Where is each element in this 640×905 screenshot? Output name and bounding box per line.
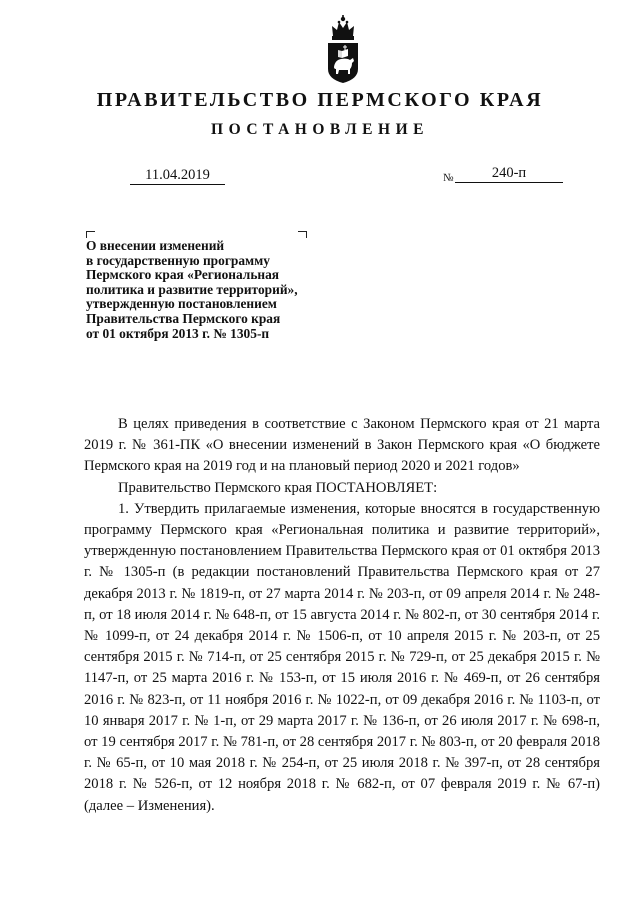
subject-right-corner-mark: [298, 231, 307, 238]
clause-1-paragraph: 1. Утвердить прилагаемые изменения, которые вносятся в государственную программу Пермского края «Региональная политика и развитие территорий», утвержденную постановлением Правительства Пермского края от 01 октября 2013 г. № 1305-п (в редакции постановлений Правительства Пермского края от 27 декабря 2013 г. № 1819-п, от 27 марта 2014 г. № 203-п, от 09 апреля 2014 г. № 248-п, от 18 июля 2014 г. № 648-п, от 15 августа 2014 г. № 802-п, от 30 сентября 2014 г. № 1099-п, от 24 декабря 2014 г. № 1506-п, от 10 апреля 2015 г. № 203-п, от 25 сентября 2015 г. № 714-п, от 25 сентября 2015 г. № 729-п, от 25 декабря 2015 г. № 1147-п, от 25 марта 2016 г. № 153-п, от 15 июля 2016 г. № 469-п, от 26 сентября 2016 г. № 823-п, от 11 ноября 2016 г. № 1022-п, от 09 декабря 2016 г. № 1103-п, от 10 января 2017 г. № 1-п, от 29 марта 2017 г. № 136-п, от 26 июля 2017 г. № 698-п, от 19 сентября 2017 г. № 781-п, от 28 сентября 2017 г. № 803-п, от 20 февраля 2018 г. № 65-п, от 10 мая 2018 г. № 254-п, от 25 июля 2018 г. № 397-п, от 28 сентября 2018 г. № 526-п, от 12 ноября 2018 г. № 682-п, от 07 февраля 2019 г. № 67-п) (далее – Изменения).: [84, 500, 600, 814]
document-subject: [86, 239, 346, 341]
number-sign: №: [443, 172, 454, 184]
subject-line: утвержденную постановлением: [86, 296, 277, 312]
document-date: 11.04.2019: [130, 167, 225, 185]
subject-left-corner-mark: [86, 231, 95, 238]
subject-line: от 01 октября 2013 г. № 1305-п: [86, 325, 270, 341]
document-type: ПОСТАНОВЛЕНИЕ: [211, 121, 429, 138]
subject-line: в государственную программу: [86, 252, 270, 268]
document-number: 240-п: [455, 165, 563, 183]
subject-line: О внесении изменений: [86, 238, 225, 253]
subject-line: Пермского края «Региональная: [86, 267, 280, 283]
resolution-paragraph: Правительство Пермского края ПОСТАНОВЛЯЕТ:: [118, 479, 438, 496]
subject-line: политика и развитие территорий»,: [86, 281, 298, 297]
document-body: [84, 414, 600, 817]
coat-of-arms-icon: [325, 14, 361, 84]
preamble-paragraph: В целях приведения в соответствие с Законом Пермского края от 21 марта 2019 г. № 361-ПК «О внесении изменений в Закон Пермского края «О бюджете Пермского края на 2019 год и на плановый период 2020 и 2021 годов»: [84, 416, 600, 475]
government-title: ПРАВИТЕЛЬСТВО ПЕРМСКОГО КРАЯ: [96, 89, 544, 111]
subject-line: Правительства Пермского края: [86, 310, 281, 326]
